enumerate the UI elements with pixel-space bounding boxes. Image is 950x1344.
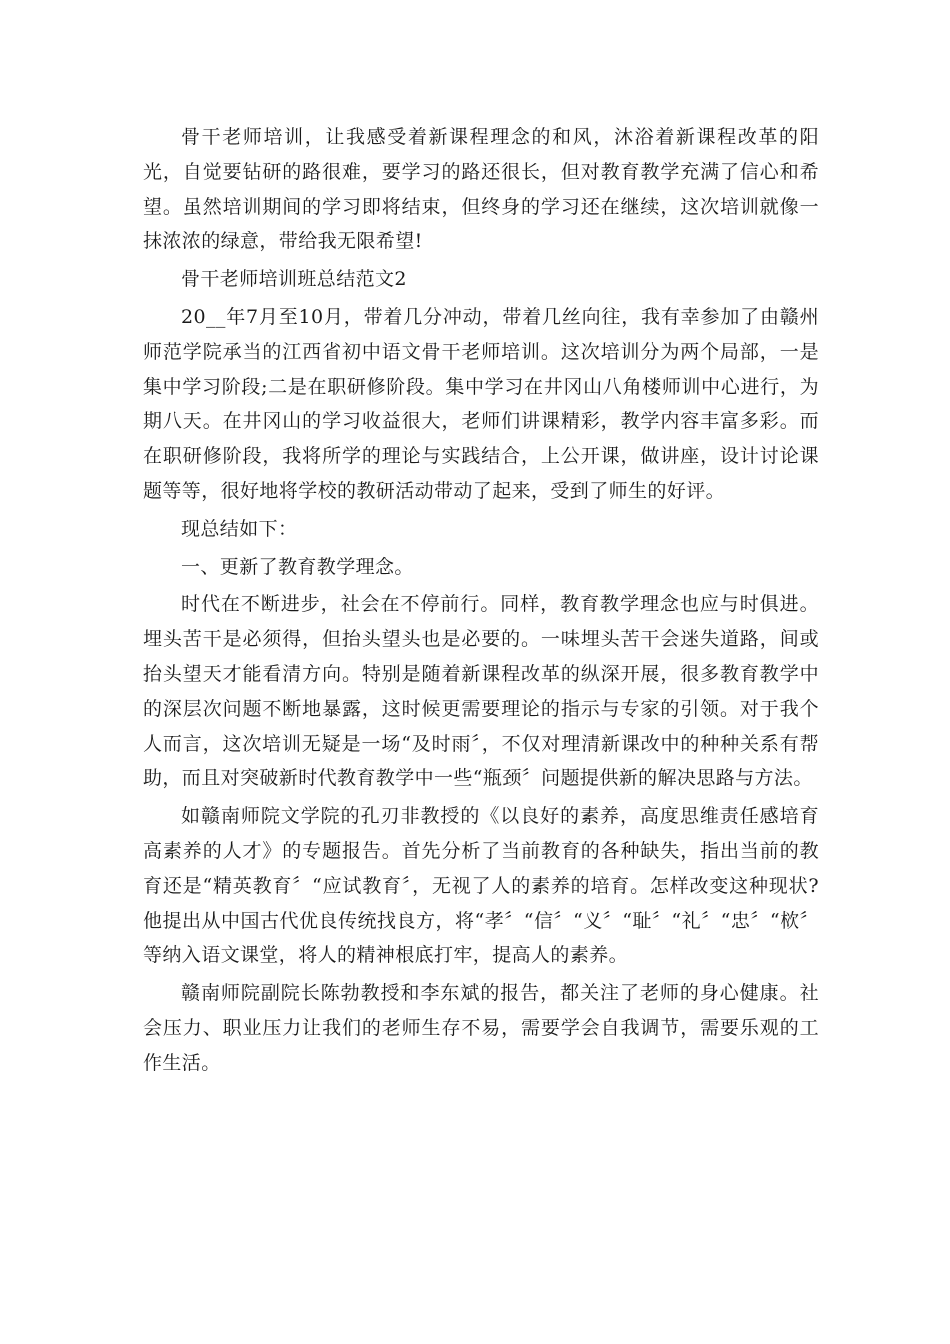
paragraph-example-report: 如赣南师院文学院的孔刃非教授的《以良好的素养，高度思维责任感培育高素养的人才》的专题报告。首先分析了当前教育的各种缺失，指出当前的教育还是“精英教育〞“应试教育〞，无视了人的素养的培育。怎样改变这种现状?他提出从中国古代优良传统找良方，将“孝〞“信〞“义〞“耻〞“礼〞“忠〞“栨〞等纳入语文课堂，将人的精神根底打牢，提高人的素养。 — [143, 805, 819, 967]
document-body — [143, 120, 819, 1081]
paragraph-conclusion: 骨干老师培训，让我感受着新课程理念的和风，沐浴着新课程改革的阳光，自觉要钻研的路很难，要学习的路还很长，但对教育教学充满了信心和希望。虽然培训期间的学习即将结束，但终身的学习还在继续，这次培训就像一抹浓浓的绿意，带给我无限希望! — [143, 126, 819, 253]
paragraph-summary-lead: 现总结如下： — [181, 517, 298, 540]
section-heading: 骨干老师培训班总结范文2 — [181, 268, 407, 291]
subheading-1: 一、更新了教育教学理念。 — [181, 555, 414, 578]
paragraph-philosophy: 时代在不断进步，社会在不停前行。同样，教育教学理念也应与时俱进。埋头苦干是必须得，但抬头望头也是必要的。一味埋头苦干会迷失道路，间或抬头望天才能看清方向。特别是随着新课程改革的纵深开展，很多教育教学中的深层次问题不断地暴露，这时候更需要理论的指示与专家的引领。对于我个人而言，这次培训无疑是一场“及时雨〞，不仅对理清新课改中的种种关系有帮助，而且对突破新时代教育教学中一些“瓶颈〞问题提供新的解决思路与方法。 — [143, 593, 819, 790]
paragraph-intro: 20__年7月至10月，带着几分冲动，带着几丝向往，我有幸参加了由赣州师范学院承当的江西省初中语文骨干老师培训。这次培训分为两个局部，一是集中学习阶段;二是在职研修阶段。集中学习在井冈山八角楼师训中心进行，为期八天。在井冈山的学习收益很大，老师们讲课精彩，教学内容丰富多彩。而在职研修阶段，我将所学的理论与实践结合，上公开课，做讲座，设计讨论课题等等，很好地将学校的教研活动带动了起来，受到了师生的好评。 — [143, 305, 819, 502]
paragraph-health-report: 赣南师院副院长陈勃教授和李东斌的报告，都关注了老师的身心健康。社会压力、职业压力让我们的老师生存不易，需要学会自我调节，需要乐观的工作生活。 — [143, 982, 819, 1074]
